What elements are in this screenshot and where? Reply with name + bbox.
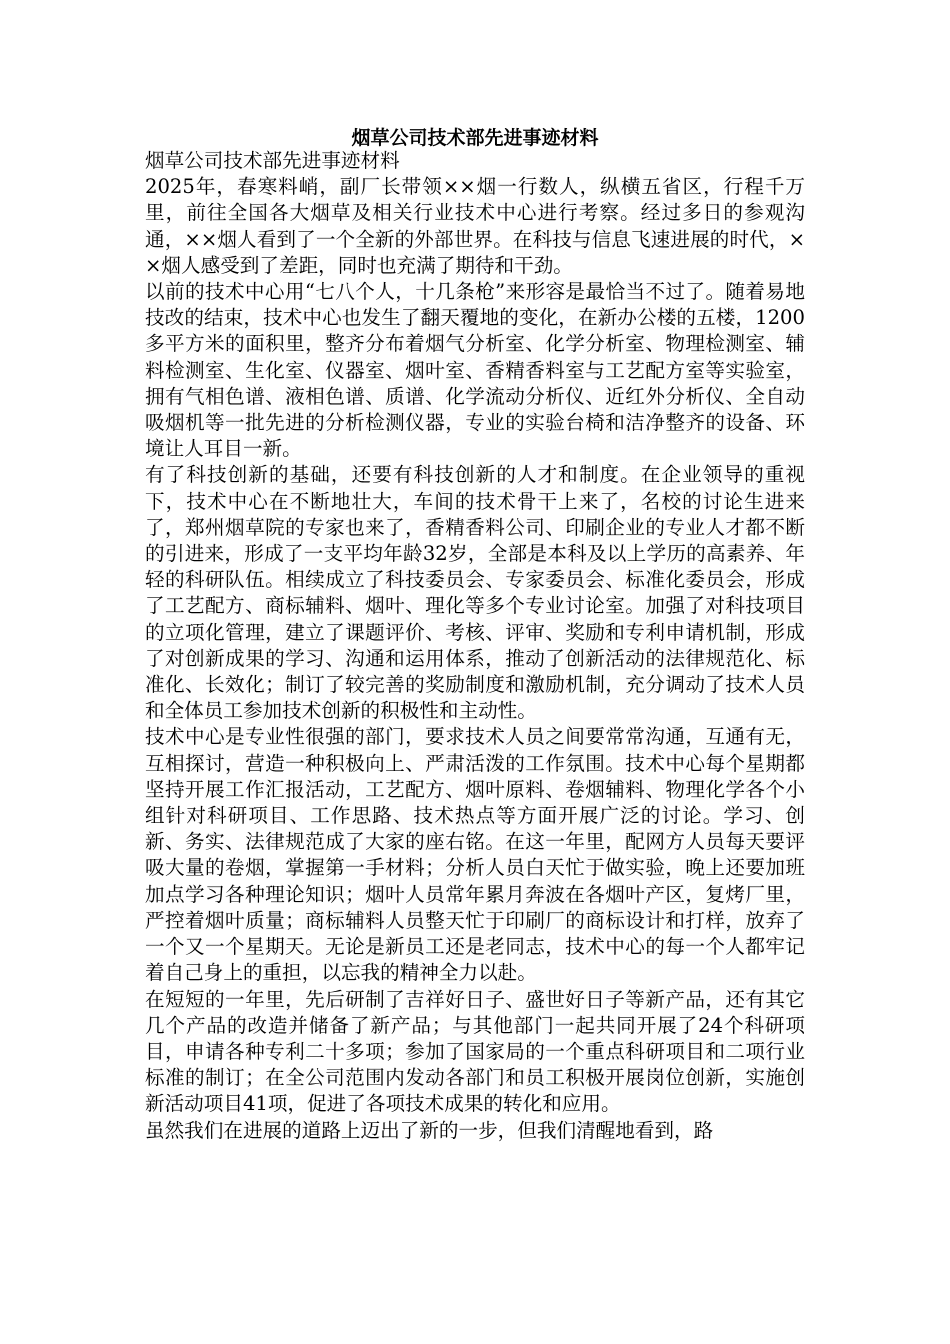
paragraph-achievements: 在短短的一年里，先后研制了吉祥好日子、盛世好日子等新产品，还有其它几个产品的改造并储备了新产品；与其他部门一起共同开展了24个科研项目，申请各种专利二十多项；参加了国家局的一个重点科研项目和二项行业标准的制订；在全公司范围内发动各部门和员工积极开展岗位创新，实施创新活动项目41项，促进了各项技术成果的转化和应用。 [145,987,805,1116]
document-body [145,148,805,1144]
paragraph-talent-and-systems: 有了科技创新的基础，还要有科技创新的人才和制度。在企业领导的重视下，技术中心在不断地壮大，车间的技术骨干上来了，名校的讨论生进来了，郑州烟草院的专家也来了，香精香料公司、印刷企业的专业人才都不断的引进来，形成了一支平均年龄32岁，全部是本科及以上学历的高素养、年轻的科研队伍。相续成立了科技委员会、专家委员会、标准化委员会，形成了工艺配方、商标辅料、烟叶、理化等多个专业讨论室。加强了对科技项目的立项化管理，建立了课题评价、考核、评审、奖励和专利申请机制，形成了对创新成果的学习、沟通和运用体系，推动了创新活动的法律规范化、标准化、长效化；制订了较完善的奖励制度和激励机制，充分调动了技术人员和全体员工参加技术创新的积极性和主动性。 [145,463,805,723]
body-subtitle: 烟草公司技术部先进事迹材料 [145,149,400,172]
paragraph-inspection-trip: 2025年，春寒料峭，副厂长带领××烟一行数人，纵横五省区，行程千万里，前往全国各大烟草及相关行业技术中心进行考察。经过多日的参观沟通，××烟人看到了一个全新的外部世界。在科技与信息飞速进展的时代，××烟人感受到了差距，同时也充满了期待和干劲。 [145,175,805,277]
paragraph-outlook: 虽然我们在进展的道路上迈出了新的一步，但我们清醒地看到，路 [145,1118,714,1142]
paragraph-new-laboratories: 以前的技术中心用“七八个人，十几条枪”来形容是最恰当不过了。随着易地技改的结束，技术中心也发生了翻天覆地的变化，在新办公楼的五楼，1200多平方米的面积里，整齐分布着烟气分析室、化学分析室、物理检测室、辅料检测室、生化室、仪器室、烟叶室、香精香料室与工艺配方室等实验室，拥有气相色谱、液相色谱、质谱、化学流动分析仪、近红外分析仪、全自动吸烟机等一批先进的分析检测仪器，专业的实验台椅和洁净整齐的设备、环境让人耳目一新。 [145,280,805,461]
paragraph-communication-and-work: 技术中心是专业性很强的部门，要求技术人员之间要常常沟通，互通有无，互相探讨，营造一种积极向上、严肃活泼的工作氛围。技术中心每个星期都坚持开展工作汇报活动，工艺配方、烟叶原料、卷烟辅料、物理化学各个小组针对科研项目、工作思路、技术热点等方面开展广泛的讨论。学习、创新、务实、法律规范成了大家的座右铭。在这一年里，配网方人员每天要评吸大量的卷烟，掌握第一手材料；分析人员白天忙于做实验，晚上还要加班加点学习各种理论知识；烟叶人员常年累月奔波在各烟叶产区，复烤厂里，严控着烟叶质量；商标辅料人员整天忙于印刷厂的商标设计和打样，放弃了一个又一个星期天。无论是新员工还是老同志，技术中心的每一个人都牢记着自己身上的重担，以忘我的精神全力以赴。 [145,725,805,985]
document-title: 烟草公司技术部先进事迹材料 [351,127,599,149]
